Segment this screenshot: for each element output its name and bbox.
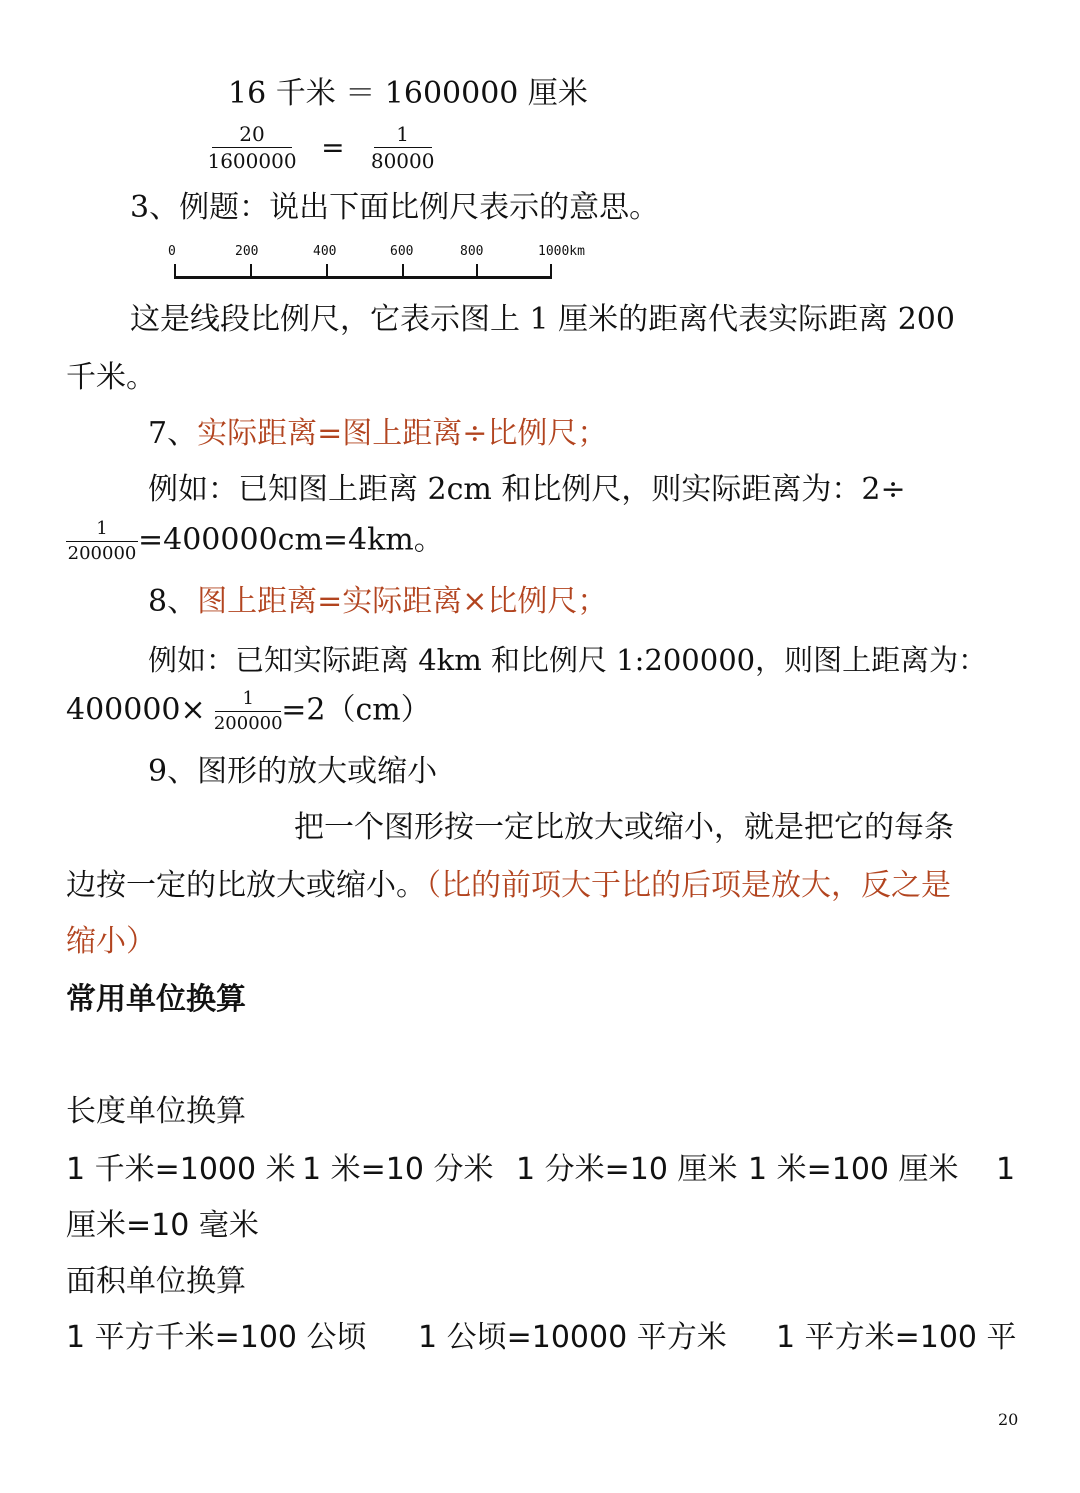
example-8-start: 400000× [66, 692, 206, 728]
fraction-left [207, 122, 297, 173]
item-9-note: （比的前项大于比的后项是放大，反之是 [426, 868, 951, 903]
scale-tick [174, 264, 176, 278]
fraction-right-numerator: 1 [396, 122, 410, 146]
scale-label: 400 [313, 244, 337, 259]
rule-7 [148, 414, 607, 454]
page-number: 20 [998, 1410, 1019, 1429]
scale-line [174, 276, 552, 279]
fraction-numerator: 1 [242, 688, 254, 709]
scale-tick [250, 264, 252, 278]
conversion-item: 厘米=10 毫米 [66, 1208, 259, 1243]
explanation-line: 这是线段比例尺，它表示图上 1 厘米的距离代表实际距离 200 [130, 302, 955, 337]
equals-sign: = [321, 131, 345, 164]
example-7-line: 例如：已知图上距离 2cm 和比例尺，则实际距离为：2÷ [148, 472, 906, 507]
example-8-fraction [215, 690, 281, 733]
fraction-denominator: 200000 [213, 713, 283, 734]
conversion-item: 1 米=100 厘米 [748, 1152, 959, 1187]
item-9-body-text: 边按一定的比放大或缩小。 [66, 868, 426, 903]
conversion-item: 1 平方千米=100 公顷 [66, 1320, 367, 1355]
example-7-fraction [66, 520, 138, 563]
fraction-numerator: 1 [96, 518, 108, 539]
fraction-denominator: 200000 [67, 543, 137, 564]
fraction-right-denominator: 80000 [370, 149, 435, 173]
conversion-item: 1 分米=10 厘米 [516, 1152, 738, 1187]
scale-label: 200 [235, 244, 259, 259]
section-title: 常用单位换算 [66, 982, 246, 1017]
example-7-line2 [66, 520, 444, 563]
item-9-heading: 9、图形的放大或缩小 [148, 754, 438, 789]
conversion-item: 1 千米=1000 米 [66, 1152, 296, 1187]
conversion-item: 1 [996, 1152, 1016, 1187]
rule-number: 8、 [148, 584, 198, 619]
scale-tick [402, 264, 404, 278]
area-title: 面积单位换算 [66, 1264, 246, 1299]
example-3-heading: 3、例题：说出下面比例尺表示的意思。 [130, 190, 660, 225]
rule-number: 7、 [148, 416, 198, 451]
rule-formula: 图上距离=实际距离×比例尺； [197, 584, 608, 619]
explanation-line: 千米。 [66, 360, 156, 395]
fraction-left-numerator: 20 [239, 122, 265, 146]
scale-tick [550, 264, 552, 278]
length-title: 长度单位换算 [66, 1094, 246, 1129]
scale-tick [476, 264, 478, 278]
conversion-item: 1 平方米=100 平 [776, 1320, 1017, 1355]
scale-label: 600 [390, 244, 414, 259]
conversion-line: 16 千米 ＝ 1600000 厘米 [228, 76, 588, 111]
fraction-right [370, 122, 435, 173]
example-8-result: =2（cm） [281, 692, 431, 728]
example-7-result: =400000cm=4km。 [138, 522, 444, 558]
conversion-item: 1 米=10 分米 [302, 1152, 494, 1187]
rule-formula: 实际距离=图上距离÷比例尺； [197, 416, 608, 451]
item-9-body [66, 866, 951, 906]
example-8-line2 [66, 690, 431, 733]
fraction-left-denominator: 1600000 [207, 149, 297, 173]
scale-tick [326, 264, 328, 278]
item-9-note: 缩小） [66, 924, 156, 959]
rule-8 [148, 582, 607, 622]
scale-label: 1000km [538, 244, 585, 259]
conversion-item: 1 公顷=10000 平方米 [418, 1320, 727, 1355]
item-9-body: 把一个图形按一定比放大或缩小，就是把它的每条 [294, 810, 954, 845]
scale-label: 800 [460, 244, 484, 259]
fraction-equation [207, 122, 435, 173]
scale-label: 0 [168, 244, 176, 259]
example-8-line: 例如：已知实际距离 4km 和比例尺 1:200000，则图上距离为： [148, 643, 988, 677]
